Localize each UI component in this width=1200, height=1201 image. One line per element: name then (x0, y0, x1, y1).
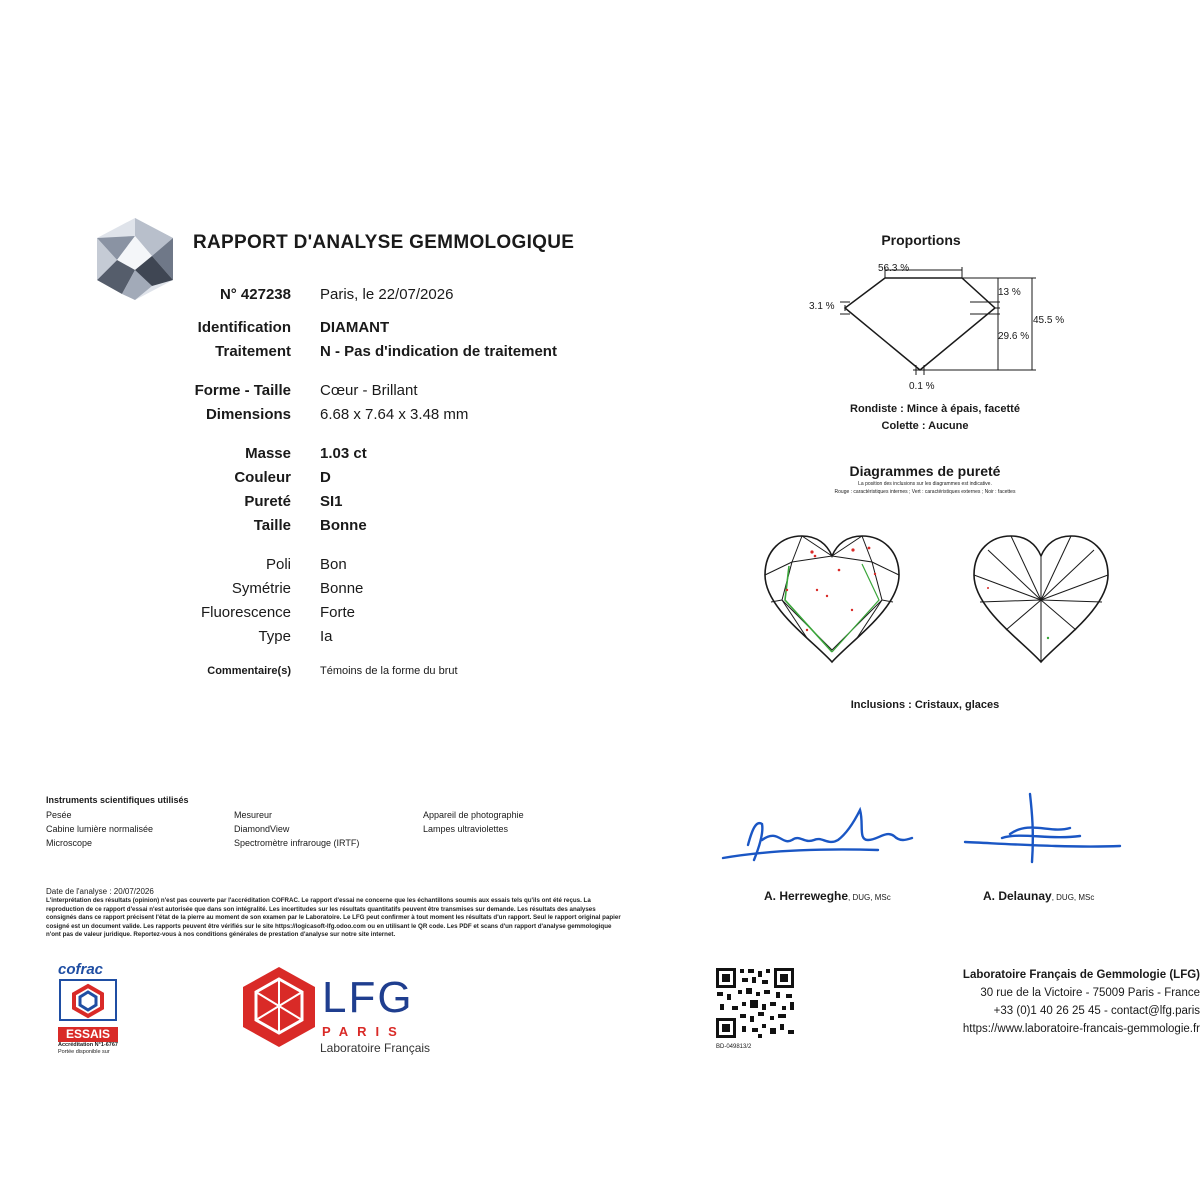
legal-text: L'interprétation des résultats (opinion) n'est pas couverte par l'accréditation COFRAC. Le rapport d'essai ne concerne que les échantillons soumis aux essais tels qu'ils ont été reçus. La reproduction de ce rapport d'essai n'est autorisée que dans son intégralité. Les incertitudes sur les résultats quantitatifs peuvent être transmises sur demande. Les résultats des analyses consignés dans ce rapport précisent l'état de la pierre au moment de son examen par le Laboratoire. Le LFG peut confirmer à tout moment les résultats d'un rapport. Seul le rapport original papier cosigné est un document valide. Les rapports peuvent être vérifiés sur le site https://logicasoft-lfg.odoo.com ou en utilisant le QR code. Les PDF et scans d'un rapport d'analyse gemmologique n'ont pas de valeur juridique. Reportez-vous à nos conditions générales de prestation d'analyse sur notre site internet. (46, 897, 621, 939)
lab-contact-block (870, 966, 1200, 1038)
lfg-city: PARIS (322, 1024, 406, 1039)
field-value-taille: Bonne (320, 517, 367, 534)
proportions-colette: Colette : Aucune (881, 420, 969, 432)
instrument-item: Mesureur (234, 810, 273, 820)
instrument-item: Lampes ultraviolettes (423, 824, 509, 834)
instrument-item: Spectromètre infrarouge (IRTF) (234, 838, 360, 848)
signatory-2-name: A. Delaunay (983, 889, 1052, 903)
cofrac-scope: Portée disponible sur (58, 1049, 110, 1055)
field-label-couleur: Couleur (234, 469, 291, 486)
field-label-type: Type (258, 628, 291, 645)
field-label-traitement: Traitement (215, 343, 291, 360)
lfg-subtitle: Laboratoire Français (320, 1041, 431, 1055)
lfg-wordmark: LFG (322, 973, 414, 1022)
lab-address: 30 rue de la Victoire - 75009 Paris - France (980, 987, 1200, 999)
report-place-date: Paris, le 22/07/2026 (320, 286, 454, 303)
analysis-date: Date de l'analyse : 20/07/2026 (46, 887, 154, 896)
proportions-pavilion-pct: 29.6 % (998, 331, 1030, 342)
field-value-masse: 1.03 ct (320, 445, 367, 462)
field-label-dimensions: Dimensions (205, 406, 291, 423)
instruments-col-1 (46, 808, 153, 850)
cofrac-essais-label: ESSAIS (58, 1027, 118, 1042)
clarity-note-legend: Rouge : caractéristiques internes ; Vert : caractéristiques externes ; Noir : facettes (834, 489, 1016, 495)
signature-herreweghe (718, 800, 918, 870)
proportions-title: Proportions (881, 232, 961, 248)
qr-reference: BD-049813/2 (716, 1044, 752, 1050)
field-label-identification: Identification (197, 319, 291, 336)
signatory-2 (983, 889, 1094, 903)
instrument-item: DiamondView (234, 824, 290, 834)
signatory-1 (764, 889, 891, 903)
proportions-culet-pct: 0.1 % (909, 381, 935, 392)
proportions-depth-pct: 45.5 % (1033, 315, 1065, 326)
lfg-hexagon-icon (240, 965, 318, 1049)
lab-phone-email[interactable]: +33 (0)1 40 26 25 45 - contact@lfg.paris (993, 1005, 1200, 1017)
cofrac-accreditation: Accréditation N°1-6767 (58, 1042, 118, 1048)
field-label-commentaire: Commentaire(s) (207, 665, 291, 677)
instrument-item: Appareil de photographie (423, 810, 524, 820)
field-value-traitement: N - Pas d'indication de traitement (320, 343, 557, 360)
proportions-rondiste: Rondiste : Mince à épais, facetté (850, 403, 1020, 415)
instruments-title: Instruments scientifiques utilisés (46, 795, 189, 805)
clarity-heart-pavilion-diagram (966, 530, 1116, 665)
field-value-type: Ia (320, 628, 333, 645)
field-label-fluorescence: Fluorescence (200, 604, 291, 621)
report-number: N° 427238 (219, 286, 291, 303)
cofrac-logo (58, 962, 118, 1062)
field-value-dimensions: 6.68 x 7.64 x 3.48 mm (320, 406, 469, 423)
signatory-2-suffix: , DUG, MSc (1051, 893, 1095, 902)
signatory-1-suffix: , DUG, MSc (848, 893, 891, 902)
proportions-diagram (800, 258, 1080, 398)
instrument-item: Cabine lumière normalisée (46, 824, 154, 834)
verification-qr-code[interactable] (714, 966, 796, 1040)
instrument-item: Microscope (46, 838, 93, 848)
clarity-title: Diagrammes de pureté (849, 463, 1001, 479)
field-label-taille: Taille (253, 517, 291, 534)
field-value-poli: Bon (320, 556, 347, 573)
instruments-col-3 (423, 808, 524, 836)
proportions-crown-pct: 13 % (998, 287, 1021, 298)
field-value-symetrie: Bonne (320, 580, 364, 597)
proportions-girdle-pct: 3.1 % (809, 301, 835, 312)
field-value-commentaire: Témoins de la forme du brut (320, 665, 458, 677)
cofrac-emblem-icon (58, 978, 118, 1022)
field-value-forme: Cœur - Brillant (320, 382, 418, 399)
clarity-inclusions: Inclusions : Cristaux, glaces (850, 699, 1000, 711)
field-label-forme: Forme - Taille (194, 382, 291, 399)
field-value-identification: DIAMANT (320, 319, 390, 336)
cofrac-wordmark: cofrac (58, 961, 104, 978)
field-label-poli: Poli (265, 556, 291, 573)
proportions-table-pct: 56.3 % (878, 263, 910, 274)
instruments-col-2 (234, 808, 359, 850)
field-value-purete: SI1 (320, 493, 343, 510)
signature-delaunay (960, 790, 1125, 870)
lab-name: Laboratoire Français de Gemmologie (LFG) (962, 969, 1200, 981)
clarity-heart-crown-diagram (757, 530, 907, 665)
field-label-purete: Pureté (244, 493, 291, 510)
report-title: RAPPORT D'ANALYSE GEMMOLOGIQUE (193, 232, 575, 253)
instrument-item: Pesée (46, 810, 72, 820)
field-value-couleur: D (320, 469, 331, 486)
signatory-1-name: A. Herreweghe (764, 889, 849, 903)
clarity-note-position: La position des inclusions sur les diagrammes est indicative. (858, 481, 992, 487)
lab-website-link[interactable]: https://www.laboratoire-francais-gemmologie.fr (962, 1023, 1200, 1035)
field-value-fluorescence: Forte (320, 604, 356, 621)
field-label-masse: Masse (245, 445, 291, 462)
field-label-symetrie: Symétrie (231, 580, 291, 597)
